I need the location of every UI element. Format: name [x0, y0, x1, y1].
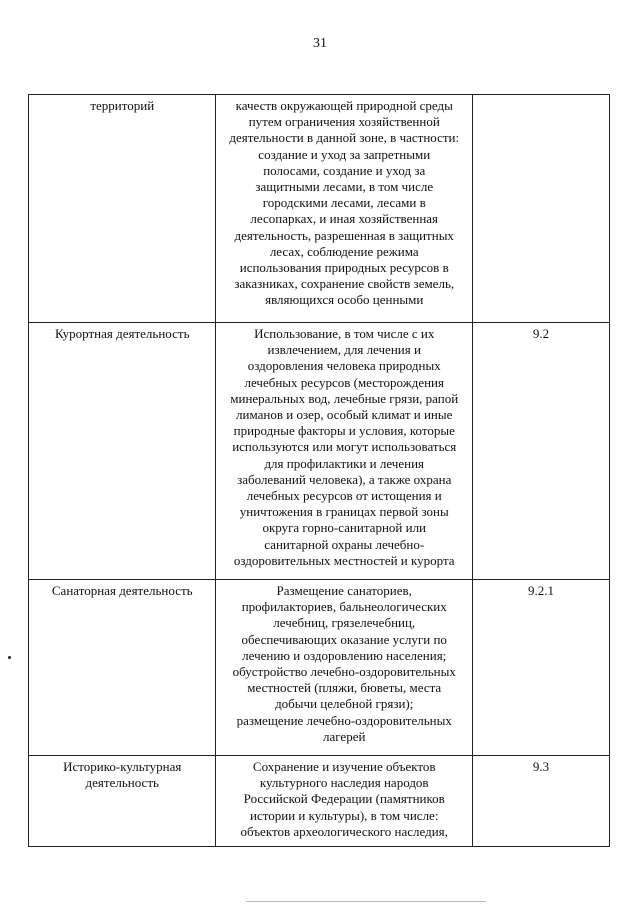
scan-bottom-edge — [246, 901, 486, 902]
row-description-cell: Сохранение и изучение объектов культурного наследия народов Российской Федерации (памятников истории и культуры), в том числе: объектов археологического наследия, — [216, 756, 473, 847]
row-name-cell: Историко-культурная деятельность — [29, 756, 216, 847]
row-name-cell: территорий — [29, 95, 216, 323]
table-row — [29, 323, 610, 580]
page-number: 31 — [313, 36, 327, 51]
row-name-cell: Санаторная деятельность — [29, 580, 216, 756]
scan-margin-mark — [8, 656, 11, 659]
row-description-cell: Использование, в том числе с их извлечением, для лечения и оздоровления человека природных лечебных ресурсов (месторождения минеральных вод, лечебные грязи, рапой лиманов и озер, особый климат и иные природные факторы и условия, которые используются или могут использоваться для профилактики и лечения заболеваний человека), а также охрана лечебных ресурсов от истощения и уничтожения в границах первой зоны округа горно-санитарной или санитарной охраны лечебно- оздоровительных местностей и курорта — [216, 323, 473, 580]
row-name-cell: Курортная деятельность — [29, 323, 216, 580]
table-row — [29, 95, 610, 323]
row-code-cell — [472, 95, 609, 323]
row-code-cell: 9.2 — [472, 323, 609, 580]
table-row — [29, 580, 610, 756]
land-use-table — [28, 94, 610, 847]
table-row — [29, 756, 610, 847]
row-code-cell: 9.2.1 — [472, 580, 609, 756]
row-description-cell: качеств окружающей природной среды путем ограничения хозяйственной деятельности в данной зоне, в частности: создание и уход за запретными полосами, создание и уход за защитными лесами, в том числе городскими лесами, лесами в лесопарках, и иная хозяйственная деятельность, разрешенная в защитных лесах, соблюдение режима использования природных ресурсов в заказниках, сохранение свойств земель, являющихся особо ценными — [216, 95, 473, 323]
row-code-cell: 9.3 — [472, 756, 609, 847]
row-description-cell: Размещение санаториев, профилакториев, бальнеологических лечебниц, грязелечебниц, обеспечивающих оказание услуги по лечению и оздоровлению населения; обустройство лечебно-оздоровительных местностей (пляжи, бюветы, места добычи целебной грязи); размещение лечебно-оздоровительных лагерей — [216, 580, 473, 756]
